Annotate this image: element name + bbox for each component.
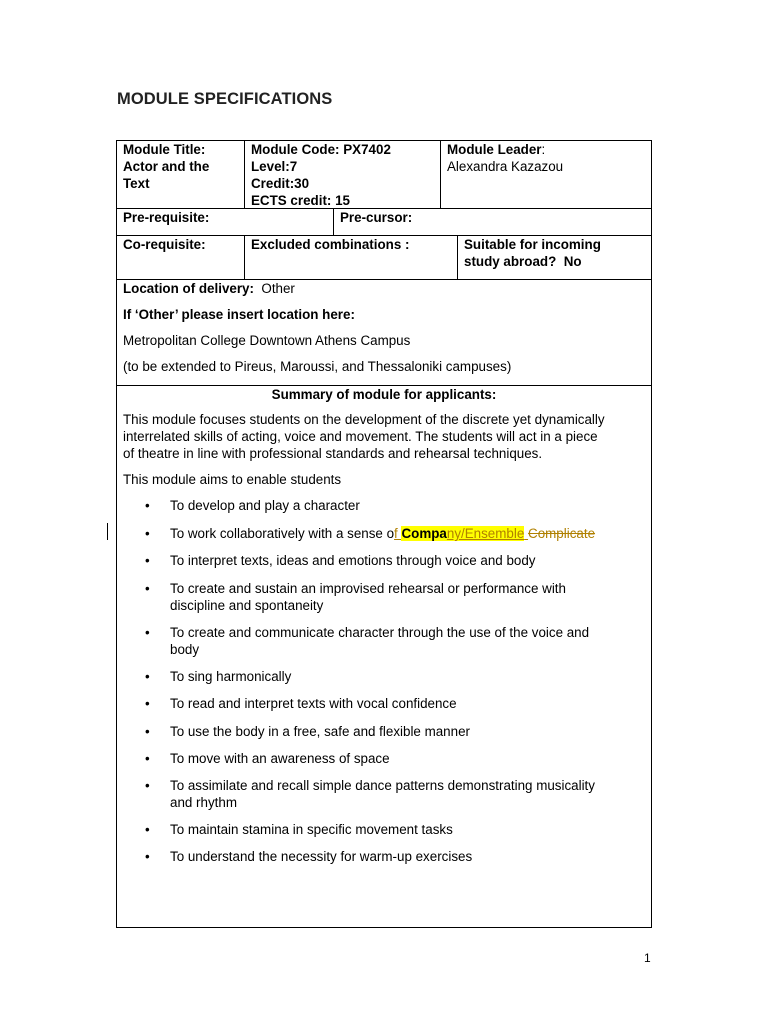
- tracked-insertion: f: [394, 526, 402, 541]
- study-abroad-question-2: study abroad?: [464, 254, 557, 269]
- module-spec-table: [116, 140, 652, 928]
- bullet-icon: •: [145, 778, 150, 793]
- module-credit: Credit:30: [251, 176, 310, 191]
- summary-intro-1: This module focuses students on the development of the discrete yet dynamically: [123, 412, 605, 427]
- tracked-deletion: Complicate: [528, 526, 596, 541]
- bullet-icon: •: [145, 849, 150, 864]
- spec-row-coreq: [117, 236, 651, 280]
- bullet-icon: •: [145, 669, 150, 684]
- module-code: Module Code: PX7402: [251, 142, 391, 157]
- prerequisite-cell: Pre-requisite:: [123, 210, 210, 225]
- aims-intro: This module aims to enable students: [123, 472, 342, 487]
- module-leader-colon: :: [541, 142, 546, 157]
- module-level: Level:7: [251, 159, 298, 174]
- excluded-combinations-cell: Excluded combinations :: [244, 236, 457, 279]
- page-number: 1: [644, 951, 651, 965]
- module-title-label: Module Title:: [123, 142, 206, 157]
- bullet-icon: •: [145, 553, 150, 568]
- tracked-insertion-highlight: ny/Ensemble: [446, 526, 525, 541]
- module-leader-name: Alexandra Kazazou: [447, 159, 564, 174]
- text-cursor-mark: [107, 523, 108, 540]
- campus-name: Metropolitan College Downtown Athens Campus: [123, 333, 411, 348]
- location-label: Location of delivery:: [123, 281, 254, 296]
- summary-heading: Summary of module for applicants:: [271, 387, 497, 402]
- module-leader-label: Module Leader: [447, 142, 542, 157]
- bullet-icon: •: [145, 526, 150, 541]
- module-ects: ECTS credit: 15: [251, 193, 350, 208]
- module-code-cell: [244, 141, 440, 208]
- page-title: MODULE SPECIFICATIONS: [117, 90, 333, 108]
- module-title-cell: [117, 141, 244, 208]
- module-leader-cell: [440, 141, 651, 208]
- spec-row-summary: Summary of module for applicants: This module focuses students on the development of the discrete yet dynamically interrelated skills of acting, voice and movement. The students will act in a piece of theatre in line with professional standards and rehearsal techniques. This module aims to enable students • To develop and play a character • To work collaboratively with a sense of Company/Ensemble Complicate • To interpret texts, ideas and emotions through voice and body • To create and sustain an improvised rehearsal or performance with discipline and spontaneity • To create and communicate character through the use of the voice and body • To sing harmonically • To read and interpret texts with vocal confidence • To use the body in a free, safe and flexible manner • To move with an awareness of space • To assimilate and recall simple dance patterns demonstrating musicality and rhythm • To maintain stamina in specific movement tasks • To understand the necessity for warm-up exercises: [117, 386, 651, 927]
- bullet-icon: •: [145, 751, 150, 766]
- spec-row-header: [117, 141, 651, 209]
- bullet-icon: •: [145, 625, 150, 640]
- study-abroad-question-1: Suitable for incoming: [464, 237, 601, 252]
- study-abroad-answer: No: [563, 254, 582, 269]
- bullet-icon: •: [145, 724, 150, 739]
- bullet-icon: •: [145, 696, 150, 711]
- summary-intro-3: of theatre in line with professional standards and rehearsal techniques.: [123, 446, 543, 461]
- spec-row-location: [117, 280, 651, 386]
- other-location-label: If ‘Other’ please insert location here:: [123, 307, 355, 322]
- summary-intro-2: interrelated skills of acting, voice and movement. The students will act in a piece: [123, 429, 598, 444]
- module-title-value-1: Actor and the: [123, 159, 210, 174]
- campus-extension-note: (to be extended to Pireus, Maroussi, and Thessaloniki campuses): [123, 359, 512, 374]
- spec-row-prereq: [117, 209, 651, 236]
- highlighted-text: Compa: [401, 526, 447, 541]
- corequisite-cell: Co-requisite:: [123, 237, 206, 252]
- study-abroad-cell: [457, 236, 651, 279]
- bullet-icon: •: [145, 498, 150, 513]
- bullet-icon: •: [145, 822, 150, 837]
- location-value: Other: [261, 281, 295, 296]
- bullet-icon: •: [145, 581, 150, 596]
- module-title-value-2: Text: [123, 176, 150, 191]
- precursor-cell: Pre-cursor:: [333, 209, 651, 235]
